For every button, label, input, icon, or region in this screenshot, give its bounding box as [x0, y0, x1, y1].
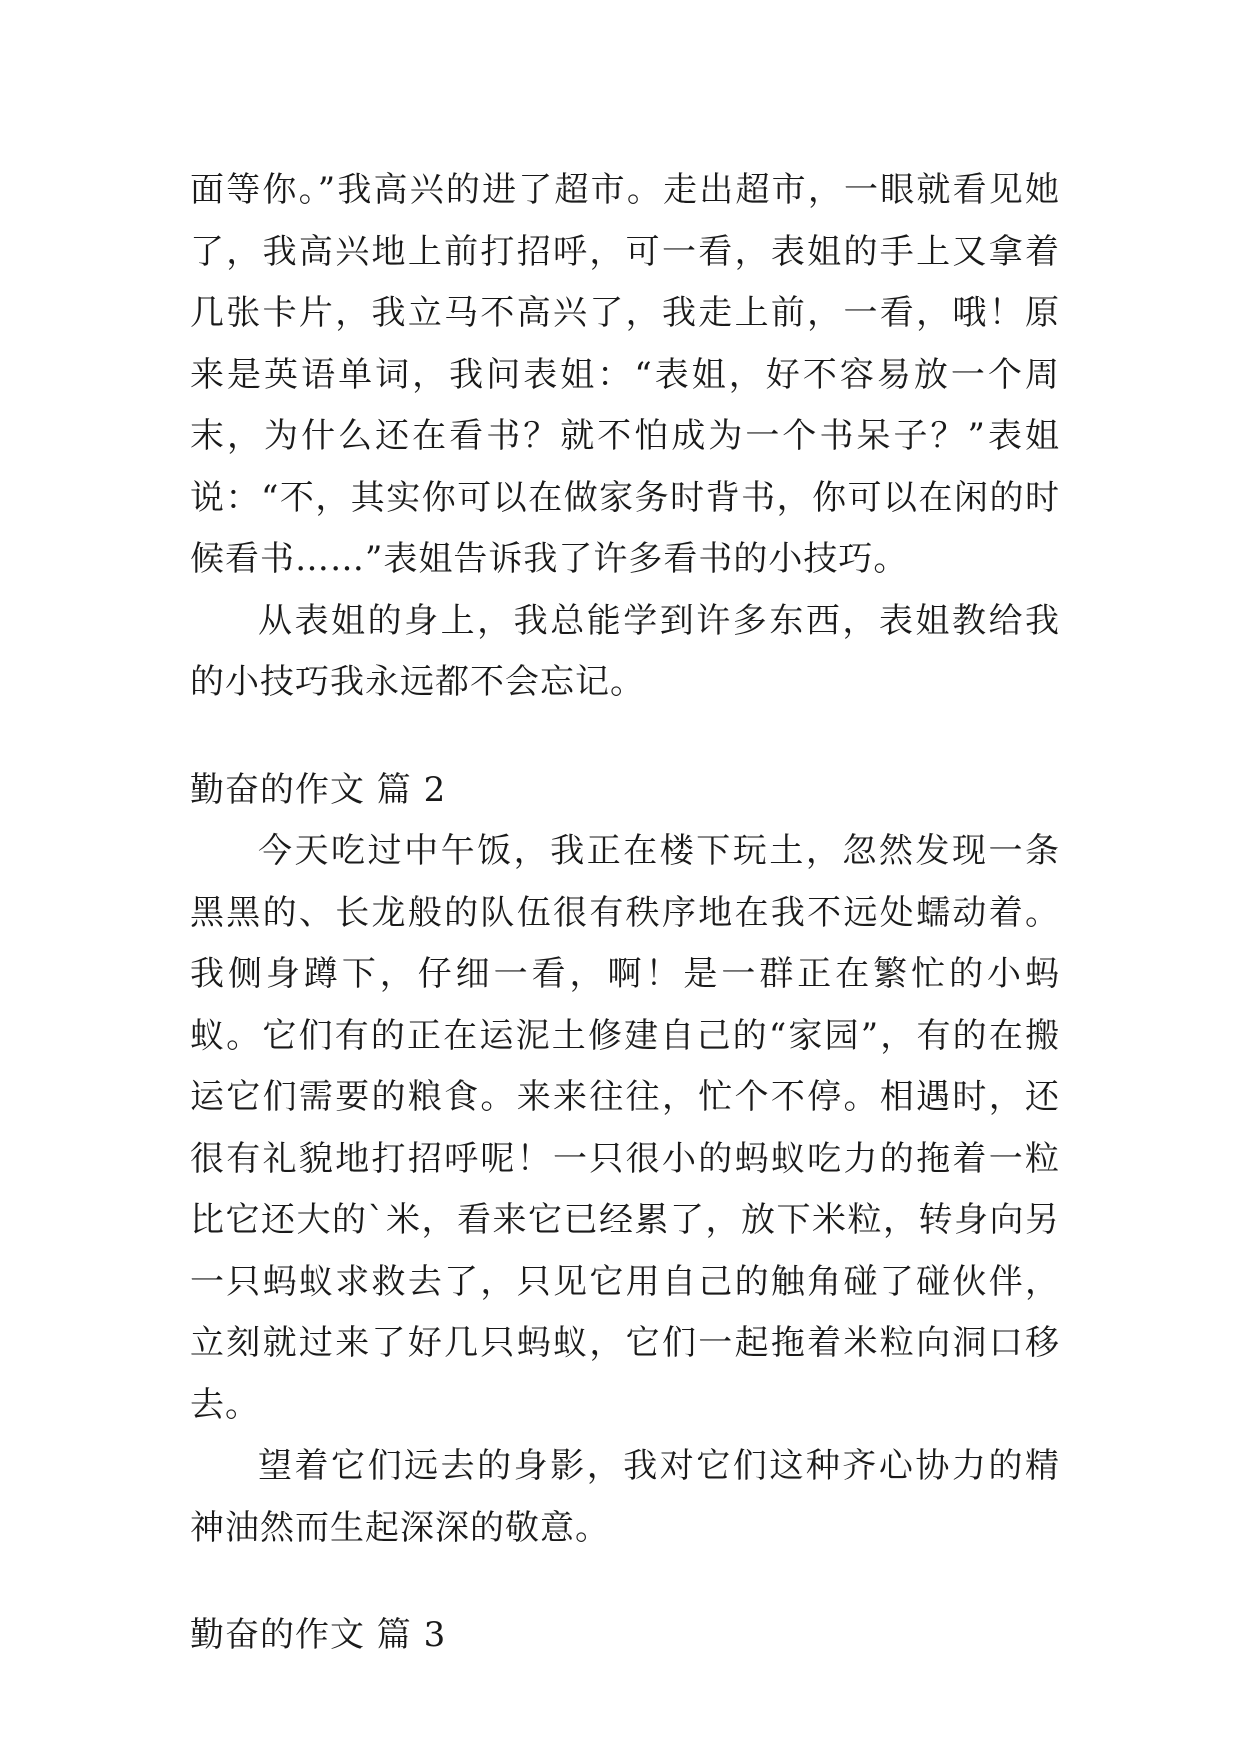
section-gap: [190, 714, 1060, 760]
section-gap: [190, 1559, 1060, 1605]
section-heading-2: 勤奋的作文 篇 2: [190, 769, 447, 810]
paragraph-ants: 今天吃过中午饭，我正在楼下玩土，忽然发现一条黑黑的、长龙般的队伍很有秩序地在我不远处蠕动着。我侧身蹲下，仔细一看，啊！是一群正在繁忙的小蚂蚁。它们有的正在运泥土修建自己的“家园”，有的在搬运它们需要的粮食。来来往往，忙个不停。相遇时，还很有礼貌地打招呼呢！一只很小的蚂蚁吃力的拖着一粒比它还大的`米，看来它已经累了，放下米粒，转身向另一只蚂蚁求救去了，只见它用自己的触角碰了碰伙伴，立刻就过来了好几只蚂蚁，它们一起拖着米粒向洞口移去。: [190, 831, 1060, 1425]
section-heading-3: 勤奋的作文 篇 3: [190, 1615, 447, 1655]
paragraph-continued: 面等你。”我高兴的进了超市。走出超市，一眼就看见她了，我高兴地上前打招呼，可一看，表姐的手上又拿着几张卡片，我立马不高兴了，我走上前，一看，哦！原来是英语单词，我问表姐：“表姐，好不容易放一个周末，为什么还在看书？就不怕成为一个书呆子？”表姐说：“不，其实你可以在做家务时背书，你可以在闲的时候看书……”表姐告诉我了许多看书的小技巧。: [190, 170, 1060, 579]
paragraph-conclusion: 从表姐的身上，我总能学到许多东西，表姐教给我的小技巧我永远都不会忘记。: [190, 600, 1060, 702]
document-body: [190, 160, 1060, 1667]
paragraph-respect: 望着它们远去的身影，我对它们这种齐心协力的精神油然而生起深深的敬意。: [190, 1446, 1060, 1548]
